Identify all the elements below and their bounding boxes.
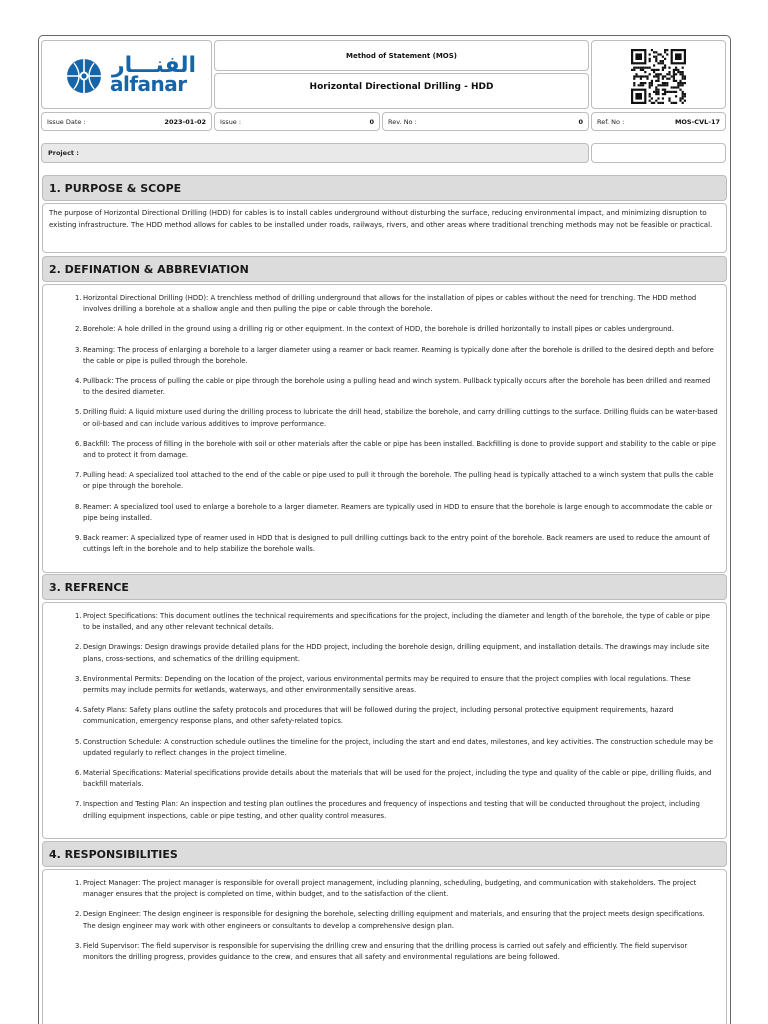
list-item-number: 1.: [75, 879, 82, 887]
section-heading-reference: [42, 574, 727, 600]
qr-code-icon: [631, 49, 686, 104]
list-item: [75, 293, 718, 315]
list-item: [75, 533, 718, 555]
list-item-text: Drilling fluid: A liquid mixture used during the drilling process to lubricate the drill head, stabilize the borehole, and carry drilling cuttings to the surface. Drilling fluids can be water-based or oil-based and can include various additives to improve performance.: [83, 408, 718, 428]
project-label: Project :: [48, 149, 79, 157]
list-item-number: 5.: [75, 408, 82, 417]
doc-type: Method of Statement (MOS): [346, 52, 457, 60]
list-item-text: Design Drawings: Design drawings provide detailed plans for the HDD project, including the borehole design, drilling equipment, and installation details. The drawings may include site plans, cross-sections, and schematics of the drilling equipment.: [83, 643, 710, 663]
list-item-text: Back reamer: A specialized type of reamer used in HDD that is designed to pull drilling cuttings back to the entry point of the borehole. Back reamers are used to reduce the amount of cuttings left in the borehole and to help stabilize the borehole walls.: [83, 534, 710, 554]
list-item-number: 2.: [75, 325, 82, 334]
list-item: [75, 407, 718, 429]
globe-logo-icon: [66, 58, 102, 94]
list-item-text: Pullback: The process of pulling the cable or pipe through the borehole using a pulling head and winch system. Pullback typically occurs after the borehole has been drilled and reamed to the desired diameter.: [83, 377, 711, 397]
list-item: [75, 470, 718, 492]
section-title: 4. RESPONSIBILITIES: [49, 848, 178, 861]
logo-arabic-text: الفنـــار: [112, 53, 197, 78]
project-cell: [41, 143, 589, 163]
list-item-number: 8.: [75, 502, 82, 511]
logo-text: alfanar: [110, 72, 187, 96]
doc-type-cell: [214, 40, 589, 71]
list-item-number: 4.: [75, 706, 82, 715]
section-body-definitions: [42, 284, 727, 573]
list-item: [75, 345, 718, 367]
list-item-number: 3.: [75, 674, 82, 683]
section-title: 1. PURPOSE & SCOPE: [49, 182, 182, 195]
list-item-text: Environmental Permits: Depending on the location of the project, various environmental permits may be required to ensure that the project complies with local regulations. These permits may include permits for wetlands, waterways, and other environmentally sensitive areas.: [83, 674, 691, 695]
ref-label: Ref. No :: [597, 118, 625, 126]
list-item-number: 3.: [75, 345, 82, 354]
list-item-text: Inspection and Testing Plan: An inspection and testing plan outlines the procedures and frequency of inspections and testing that will be conducted throughout the project, including drilling equipment inspections, cable or pipe testing, and other quality control measures.: [83, 800, 700, 820]
rev-label: Rev. No :: [388, 118, 417, 126]
list-item-text: Backfill: The process of filling in the borehole with soil or other materials after the cable or pipe has been installed. Backfilling is done to provide support and stability to the cable or pipe and to protect it from damage.: [83, 439, 716, 460]
list-item: [75, 737, 718, 759]
issue-date-label: Issue Date :: [47, 118, 86, 126]
title-cell: [214, 73, 589, 109]
section-title: 3. REFRENCE: [49, 581, 129, 594]
responsibilities-list: [43, 870, 726, 963]
list-item-text: Safety Plans: Safety plans outline the safety protocols and procedures that will be followed during the project, including personal protective equipment requirements, hazard communication, emergency response plans, and other safety-related topics.: [83, 706, 674, 726]
list-item: [75, 376, 718, 398]
section-body-purpose: [42, 203, 727, 253]
definitions-list: [43, 285, 726, 555]
issue-label: Issue :: [220, 118, 242, 126]
issue-cell: [214, 112, 380, 131]
list-item-number: 1.: [75, 612, 82, 620]
ref-cell: [591, 112, 726, 131]
list-item-number: 2.: [75, 643, 82, 652]
list-item-text: Field Supervisor: The field supervisor is responsible for supervising the drilling crew and ensuring that the drilling process is carried out safely and efficiently. The field supervisor monitors the drilling progress, provides guidance to the crew, and ensures that all safety and environmental regulations are being followed.: [83, 941, 688, 962]
list-item: [75, 611, 718, 633]
list-item-text: Pulling head: A specialized tool attached to the end of the cable or pipe used to pull it through the borehole. The pulling head is typically attached to a winch system that pulls the cable or pipe through the borehole.: [83, 471, 714, 491]
list-item-text: Horizontal Directional Drilling (HDD): A trenchless method of drilling underground that allows for the installation of pipes or cables without the need for trenching. The HDD method involves drilling a borehole at a shallow angle and then pulling the pipe or cable through the borehole.: [83, 294, 697, 314]
section-title: 2. DEFINATION & ABBREVIATION: [49, 263, 249, 276]
list-item: [75, 941, 718, 963]
qr-cell: [591, 40, 726, 109]
list-item-number: 9.: [75, 534, 82, 543]
reference-list: [43, 603, 726, 822]
list-item-text: Construction Schedule: A construction schedule outlines the timeline for the project, including the start and end dates, milestones, and key activities. The construction schedule may be updated regularly to reflect changes in the project timeline.: [83, 737, 714, 757]
company-logo: [41, 40, 212, 109]
list-item-number: 3.: [75, 941, 82, 950]
ref-value: MOS-CVL-17: [674, 118, 720, 126]
list-item: [75, 768, 718, 790]
rev-cell: [382, 112, 589, 131]
section-body-reference: [42, 602, 727, 839]
list-item-text: Borehole: A hole drilled in the ground using a drilling rig or other equipment. In the context of HDD, the borehole is drilled horizontally to install pipes or cables underground.: [83, 325, 674, 334]
list-item-number: 5.: [75, 737, 82, 746]
issue-date-cell: [41, 112, 212, 131]
list-item-text: Project Manager: The project manager is responsible for overall project management, including planning, scheduling, budgeting, and communication with stakeholders. The project manager ensures that the project is completed on time, within budget, and to the satisfaction of the client.: [83, 879, 697, 899]
list-item-number: 2.: [75, 910, 82, 919]
rev-value: 0: [578, 118, 583, 126]
list-item: [75, 878, 718, 900]
list-item: [75, 502, 718, 524]
list-item-number: 4.: [75, 377, 82, 386]
list-item: [75, 439, 718, 461]
issue-value: 0: [369, 118, 374, 126]
section-heading-responsibilities: [42, 841, 727, 867]
issue-date-value: 2023-01-02: [164, 118, 206, 126]
project-value-cell: [591, 143, 726, 163]
list-item-number: 7.: [75, 800, 82, 809]
doc-title: Horizontal Directional Drilling - HDD: [309, 82, 494, 92]
list-item: [75, 642, 718, 664]
list-item: [75, 799, 718, 821]
list-item-text: Project Specifications: This document outlines the technical requirements and specifications for the project, including the diameter and length of the borehole, the type of cable or pipe to be installed, and any other relevant technical details.: [83, 612, 710, 632]
list-item-number: 1.: [75, 294, 82, 302]
list-item-text: Material Specifications: Material specifications provide details about the materials that will be used for the project, including the type and quality of the cable or pipe, drilling fluids, and backfill materials.: [83, 769, 712, 789]
list-item-text: Design Engineer: The design engineer is responsible for designing the borehole, selecting drilling equipment and materials, and ensuring that the project meets design specifications. The design engineer may work with other engineers or consultants to develop a comprehensive design plan.: [83, 910, 705, 930]
list-item-number: 7.: [75, 471, 82, 480]
purpose-paragraph: The purpose of Horizontal Directional Drilling (HDD) for cables is to install cables underground without disturbing the surface, reducing environmental impact, and minimizing disruption to existing infrastructure. The HDD method allows for cables to be installed under roads, railways, rivers, and other areas where traditional trenching methods may not be feasible or practical.: [49, 209, 713, 229]
list-item: [75, 705, 718, 727]
list-item: [75, 324, 718, 335]
section-heading-purpose: [42, 175, 727, 201]
list-item-number: 6.: [75, 439, 82, 448]
list-item: [75, 674, 718, 696]
list-item-number: 6.: [75, 769, 82, 778]
section-body-responsibilities: [42, 869, 727, 1024]
list-item-text: Reaming: The process of enlarging a borehole to a larger diameter using a reamer or back reamer. Reaming is typically done after the borehole is drilled to the desired depth and before the cable or pipe is pulled through the borehole.: [83, 345, 714, 365]
list-item-text: Reamer: A specialized tool used to enlarge a borehole to a larger diameter. Reamers are typically used in HDD to ensure that the borehole is large enough to accommodate the cable or pipe being installed.: [83, 502, 713, 522]
list-item: [75, 909, 718, 931]
section-heading-definitions: [42, 256, 727, 282]
